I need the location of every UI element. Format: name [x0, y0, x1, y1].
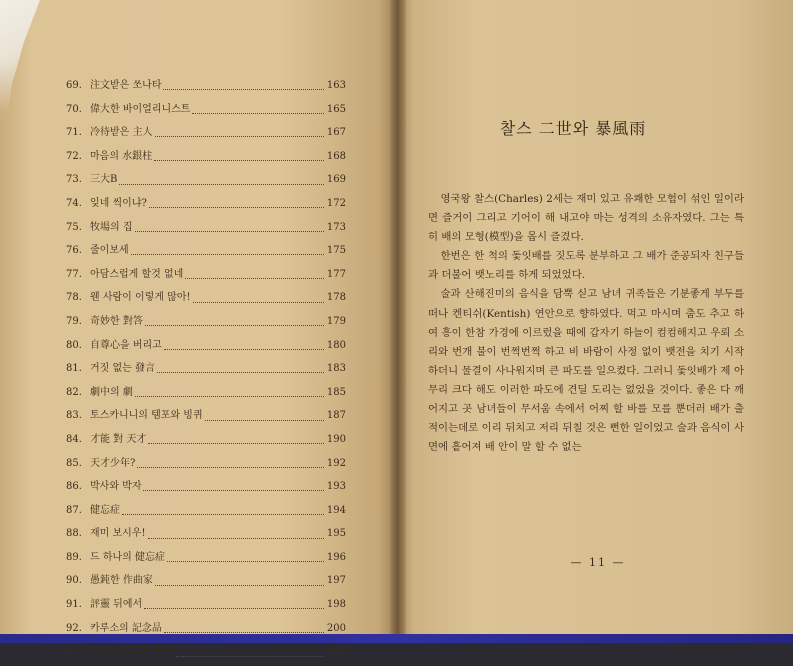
- toc-entry: [66, 642, 346, 666]
- toc-page: 175: [326, 245, 346, 257]
- toc-entry: [66, 359, 346, 383]
- toc-entry: [66, 383, 346, 407]
- toc-entry: [66, 76, 346, 100]
- toc-number: 77.: [66, 268, 82, 280]
- page-number: — 11 —: [570, 556, 626, 569]
- toc-entry: [66, 194, 346, 218]
- toc-page: 194: [326, 504, 346, 516]
- toc-entry: [66, 336, 346, 360]
- toc-page: 195: [326, 528, 346, 540]
- toc-number: 84.: [66, 433, 82, 445]
- toc-leader: [137, 467, 324, 468]
- toc-page: 185: [326, 386, 346, 398]
- toc-number: 76.: [66, 245, 82, 257]
- toc-page: 193: [326, 481, 346, 493]
- toc-title: 天才少年?: [90, 457, 136, 469]
- toc-title: 愚鈍한 作曲家: [90, 575, 153, 587]
- toc-number: 72.: [66, 150, 82, 162]
- toc-page: 187: [326, 410, 346, 422]
- toc-entry: [66, 265, 346, 289]
- toc-page: 196: [326, 551, 346, 563]
- scanner-edge: [0, 634, 793, 643]
- toc-leader: [164, 632, 324, 633]
- toc-title: 奇妙한 對答: [90, 315, 143, 327]
- toc-page: 190: [326, 433, 346, 445]
- toc-entry: [66, 100, 346, 124]
- toc-leader: [155, 136, 325, 137]
- toc-page: 192: [326, 457, 346, 469]
- toc-leader: [143, 490, 324, 491]
- paragraph: 술과 산해진미의 음식을 담뿍 싣고 남녀 귀족들은 기분좋게 부두를 떠나 켄티쉬(Kentish) 연안으로 향하였다. 먹고 마시며 춤도 추고 하여 흥이 한참 가경에 이르렀을 때에 갑자기 하늘이 컴컴해지고 우뢰 소리와 번개 불이 번쩍번쩍 하고 비 바람이 사정 없이 뱃전을 치기 시작하더니 물결이 사나워지며 큰 파도를 일으켰다. 그러니 돛잇배가 제 아무리 크다 해도 이러한 파도에 견딜 도리는 없었을 것이다. 좋은 다 깨어지고 곳 남녀들이 무서움 속에서 어찌 할 바를 모를 뿐더러 배가 출적이는데로 이리 뒤치고 저리 뒤칠 것은 뻔한 일이었고 술과 음식이 사면에 흩어져 배 안이 말 할 수 없는: [428, 288, 744, 454]
- toc-number: 70.: [66, 103, 82, 115]
- toc-leader: [145, 325, 324, 326]
- toc-number: 90.: [66, 575, 82, 587]
- toc-number: 92.: [66, 622, 82, 634]
- toc-number: 91.: [66, 599, 82, 611]
- toc-leader: [135, 396, 324, 397]
- chapter-title: 찰스 二世와 暴風雨: [499, 119, 647, 138]
- toc-leader: [148, 538, 325, 539]
- toc-title: 웬 사람이 이렇게 많아!: [90, 292, 191, 304]
- toc-entry: [66, 454, 346, 478]
- toc-number: 75.: [66, 221, 82, 233]
- book-gutter: [390, 0, 406, 634]
- toc-entry: [66, 241, 346, 265]
- toc-entry: [66, 571, 346, 595]
- toc-title: 줄이보세: [90, 245, 129, 257]
- toc-title: 카루소의 記念品: [90, 622, 162, 634]
- toc-title: 박사와 박자: [90, 481, 142, 493]
- toc-number: 89.: [66, 551, 82, 563]
- toc-page: 168: [326, 150, 346, 162]
- toc-leader: [167, 561, 324, 562]
- toc-leader: [149, 207, 324, 208]
- toc-title: 토스카니니의 템포와 빙퀴: [90, 410, 203, 422]
- toc-leader: [163, 89, 324, 90]
- toc-entry: [66, 147, 346, 171]
- toc-page: 173: [326, 221, 346, 233]
- toc-page: 165: [326, 103, 346, 115]
- chapter-body: [428, 190, 744, 457]
- toc-leader: [157, 372, 324, 373]
- toc-title: 카루소가 그린 漫畵: [90, 646, 175, 658]
- toc-number: 69.: [66, 80, 82, 91]
- toc-title: 마음의 水銀柱: [90, 150, 153, 162]
- toc-page: 177: [326, 268, 346, 280]
- toc-number: 81.: [66, 363, 82, 375]
- toc-number: 88.: [66, 528, 82, 540]
- toc-number: 87.: [66, 504, 82, 516]
- toc-title: 劇中의 劇: [90, 386, 133, 398]
- toc-title: 評靈 뒤에서: [90, 599, 143, 611]
- toc-title: 아담스럽게 할것 없네: [90, 268, 184, 280]
- toc-leader: [176, 656, 324, 657]
- toc-title: 牧場의 집: [90, 221, 133, 233]
- toc-number: 71.: [66, 127, 82, 139]
- paragraph: 영국왕 찰스(Charles) 2세는 재미 있고 유쾌한 모험이 섞인 일이라면 즐거이 그리고 기어이 해 내고야 마는 성격의 소유자였다. 그는 특히 배의 모형(模型)을 몹시 즐겼다.: [428, 193, 744, 244]
- toc-title: 自尊心을 버리고: [90, 339, 162, 351]
- toc-leader: [205, 420, 324, 421]
- torn-corner: [0, 0, 40, 140]
- toc-entry: [66, 477, 346, 501]
- toc-number: 79.: [66, 315, 82, 327]
- toc-title: 三大B: [90, 174, 118, 186]
- toc-page: 200: [326, 622, 346, 634]
- toc-leader: [192, 113, 324, 114]
- toc-page: 167: [326, 127, 346, 139]
- toc-leader: [154, 160, 324, 161]
- left-page: [0, 0, 398, 658]
- toc-entry: [66, 288, 346, 312]
- toc-leader: [135, 231, 325, 232]
- toc-entry: [66, 218, 346, 242]
- toc-leader: [185, 278, 324, 279]
- toc-entry: [66, 170, 346, 194]
- toc-entry: [66, 501, 346, 525]
- table-of-contents: [66, 76, 346, 666]
- toc-page: 180: [326, 339, 346, 351]
- paragraph: 한번은 한 척의 돛잇배를 짓도록 분부하고 그 배가 준공되자 친구들과 더불어 뱃노리를 하게 되었었다.: [428, 250, 744, 282]
- toc-title: 偉大한 바이얼리니스트: [90, 103, 191, 115]
- toc-entry: [66, 595, 346, 619]
- toc-number: 85.: [66, 457, 82, 469]
- toc-number: 80.: [66, 339, 82, 351]
- toc-entry: [66, 123, 346, 147]
- toc-entry: [66, 406, 346, 430]
- toc-leader: [131, 254, 324, 255]
- toc-page: 202: [326, 646, 346, 658]
- toc-number: 86.: [66, 481, 82, 493]
- toc-entry: [66, 548, 346, 572]
- toc-title: 재미 보시우!: [90, 528, 146, 540]
- toc-leader: [122, 514, 324, 515]
- toc-leader: [155, 585, 324, 586]
- toc-title: 잊네 씩이냐?: [90, 197, 147, 209]
- toc-title: 거짓 없는 發言: [90, 363, 155, 375]
- toc-leader: [193, 302, 325, 303]
- toc-number: 83.: [66, 410, 82, 422]
- toc-number: 78.: [66, 292, 82, 304]
- toc-title: 健忘症: [90, 504, 120, 516]
- toc-page: 183: [326, 363, 346, 375]
- toc-number: 73.: [66, 174, 82, 186]
- toc-page: 169: [326, 174, 346, 186]
- toc-page: 172: [326, 197, 346, 209]
- toc-page: 197: [326, 575, 346, 587]
- toc-leader: [144, 608, 324, 609]
- toc-page: 179: [326, 315, 346, 327]
- toc-title: 冷待받은 主人: [90, 127, 153, 139]
- toc-leader: [148, 443, 324, 444]
- toc-entry: [66, 312, 346, 336]
- toc-page: 163: [326, 80, 346, 91]
- toc-number: 74.: [66, 197, 82, 209]
- toc-page: 178: [326, 292, 346, 304]
- toc-page: 198: [326, 599, 346, 611]
- toc-leader: [119, 184, 324, 185]
- toc-entry: [66, 524, 346, 548]
- toc-entry: [66, 430, 346, 454]
- toc-leader: [164, 349, 324, 350]
- toc-title: 드 하나의 健忘症: [90, 551, 165, 563]
- toc-title: 注文받은 쏘나타: [90, 80, 162, 91]
- toc-title: 才能 對 天才: [90, 433, 147, 445]
- toc-number: 93.: [66, 646, 82, 658]
- toc-number: 82.: [66, 386, 82, 398]
